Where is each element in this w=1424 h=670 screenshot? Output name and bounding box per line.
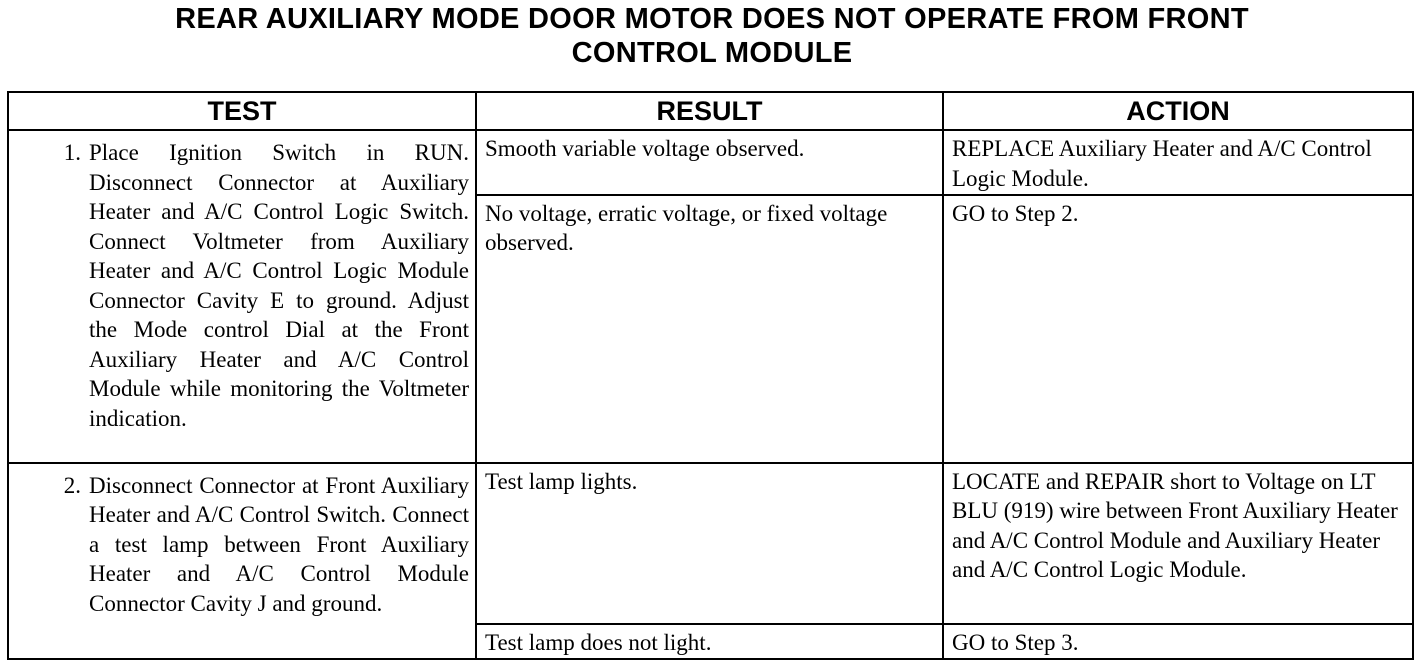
test-description: Disconnect Connector at Front Auxiliary Heater and A/C Control Switch. Connect a test lamp between Front Auxiliary Heater and A/C Control Module Connector Cavity J and ground. xyxy=(89,472,469,616)
page-title xyxy=(0,2,1424,70)
header-result: RESULT xyxy=(476,92,943,130)
action-cell: LOCATE and REPAIR short to Voltage on LT BLU (919) wire between Front Auxiliary Heater and A/C Control Module and Auxiliary Heater and A/C Control Logic Module. xyxy=(943,463,1413,624)
header-row xyxy=(8,92,1413,130)
title-line-2: CONTROL MODULE xyxy=(571,37,853,69)
action-cell: GO to Step 2. xyxy=(943,195,1413,463)
header-action: ACTION xyxy=(943,92,1413,130)
step-number: 1. xyxy=(63,140,81,166)
title-line-1: REAR AUXILIARY MODE DOOR MOTOR DOES NOT OPERATE FROM FRONT xyxy=(175,3,1249,35)
table-row xyxy=(8,130,1413,195)
test-cell-step-2 xyxy=(8,463,476,659)
diagnostic-table xyxy=(7,91,1414,660)
header-test: TEST xyxy=(8,92,476,130)
step-number: 2. xyxy=(63,472,81,498)
result-cell: Test lamp does not light. xyxy=(476,624,943,659)
test-cell-step-1 xyxy=(8,130,476,463)
test-description: Place Ignition Switch in RUN. Disconnect Connector at Auxiliary Heater and A/C Control Logic Switch. Connect Voltmeter from Auxiliary Heater and A/C Control Logic Module Connector Cavity E to ground. Adjust the Mode control Dial at the Front Auxiliary Heater and A/C Control Module while monitoring the Voltmeter indication. xyxy=(89,140,469,431)
table-row xyxy=(8,463,1413,624)
result-cell: Smooth variable voltage observed. xyxy=(476,130,943,195)
result-cell: Test lamp lights. xyxy=(476,463,943,624)
action-cell: GO to Step 3. xyxy=(943,624,1413,659)
action-cell: REPLACE Auxiliary Heater and A/C Control Logic Module. xyxy=(943,130,1413,195)
result-cell: No voltage, erratic voltage, or fixed voltage observed. xyxy=(476,195,943,463)
